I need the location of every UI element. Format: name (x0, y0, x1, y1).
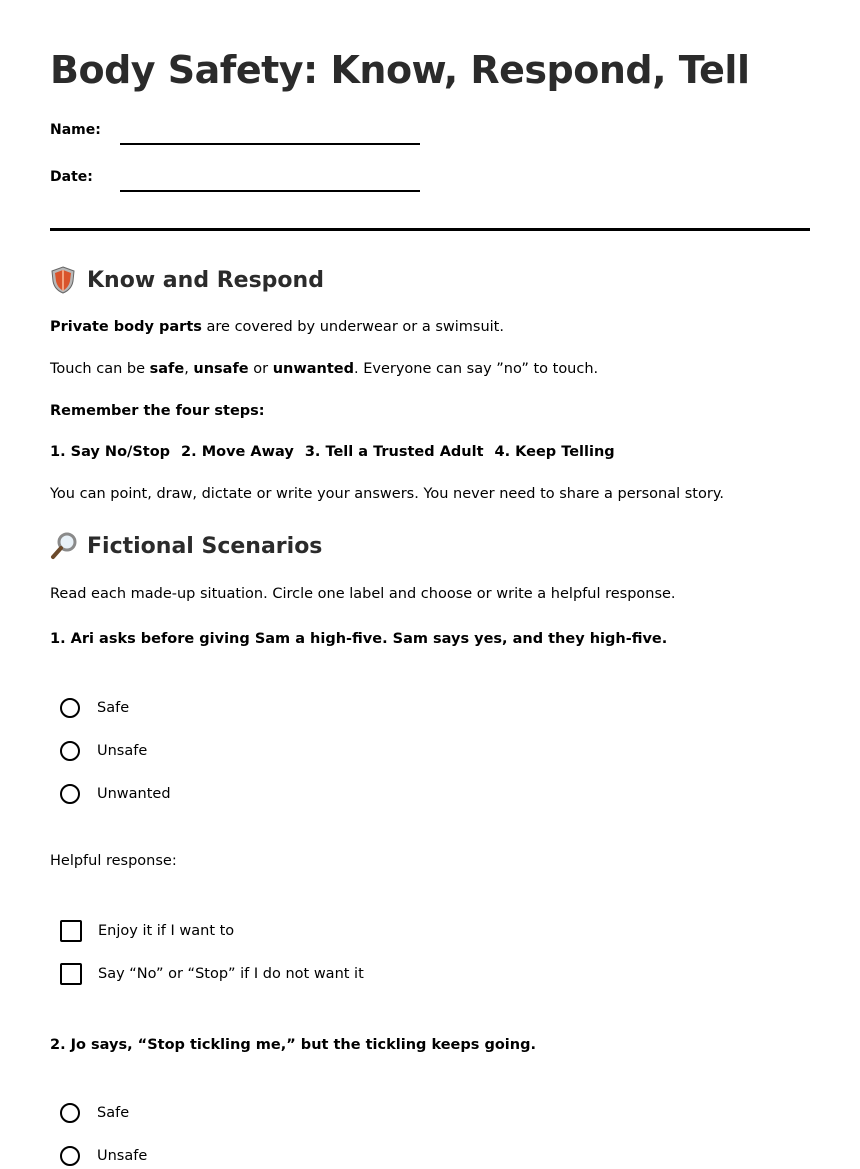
checkbox[interactable] (60, 963, 82, 985)
q1-option-unsafe[interactable] (60, 738, 147, 764)
page-title: Body Safety: Know, Respond, Tell (50, 48, 750, 92)
touch-types-text (50, 361, 598, 377)
shield-icon (50, 266, 76, 294)
date-field[interactable] (50, 169, 470, 199)
option-label: Unsafe (97, 1148, 148, 1164)
q1-response-enjoy[interactable] (60, 918, 234, 944)
question-2: 2. Jo says, “Stop tickling me,” but the tickling keeps going. (50, 1037, 536, 1053)
magnifying-glass-icon (50, 532, 76, 560)
option-label: Unsafe (97, 743, 148, 759)
private-parts-text (50, 319, 504, 335)
answer-note: You can point, draw, dictate or write your answers. You never need to share a personal story. (50, 486, 724, 502)
checkbox[interactable] (60, 920, 82, 942)
name-label: Name: (50, 122, 101, 138)
four-steps (50, 444, 626, 460)
step-4: 4. Keep Telling (494, 444, 615, 460)
date-label: Date: (50, 169, 93, 185)
helpful-response-label: Helpful response: (50, 853, 177, 869)
option-label: Safe (97, 700, 130, 716)
q1-option-unwanted[interactable] (60, 781, 171, 807)
q1-option-safe[interactable] (60, 695, 129, 721)
touch-text-a: Touch can be (50, 361, 150, 377)
remember-steps-label: Remember the four steps: (50, 403, 265, 419)
header-divider (50, 228, 810, 231)
name-field[interactable] (50, 122, 470, 152)
know-respond-heading (50, 266, 324, 294)
q1-response-say-no[interactable] (60, 961, 364, 987)
date-line[interactable] (120, 190, 420, 192)
touch-unwanted-bold: unwanted (272, 361, 354, 377)
radio-circle[interactable] (60, 784, 80, 804)
radio-circle[interactable] (60, 1146, 80, 1166)
scenarios-heading (50, 532, 322, 560)
know-respond-heading-text: Know and Respond (87, 267, 324, 293)
private-parts-bold: Private body parts (50, 319, 202, 335)
step-2: 2. Move Away (181, 444, 294, 460)
name-line[interactable] (120, 143, 420, 145)
option-label: Unwanted (97, 786, 171, 802)
radio-circle[interactable] (60, 741, 80, 761)
step-1: 1. Say No/Stop (50, 444, 171, 460)
private-parts-rest: are covered by underwear or a swimsuit. (201, 319, 504, 335)
response-label: Say “No” or “Stop” if I do not want it (98, 966, 364, 982)
radio-circle[interactable] (60, 1103, 80, 1123)
scenarios-intro: Read each made-up situation. Circle one label and choose or write a helpful response. (50, 586, 676, 602)
touch-text-b: , (184, 361, 194, 377)
touch-unsafe-bold: unsafe (193, 361, 249, 377)
touch-text-d: . Everyone can say ”no” to touch. (353, 361, 599, 377)
question-1: 1. Ari asks before giving Sam a high-five. Sam says yes, and they high-five. (50, 631, 668, 647)
q2-option-safe[interactable] (60, 1100, 129, 1126)
scenarios-heading-text: Fictional Scenarios (87, 533, 323, 559)
response-label: Enjoy it if I want to (98, 923, 235, 939)
step-3: 3. Tell a Trusted Adult (304, 444, 484, 460)
radio-circle[interactable] (60, 698, 80, 718)
q2-option-unsafe[interactable] (60, 1143, 147, 1169)
touch-safe-bold: safe (149, 361, 185, 377)
touch-text-c: or (248, 361, 273, 377)
option-label: Safe (97, 1105, 130, 1121)
